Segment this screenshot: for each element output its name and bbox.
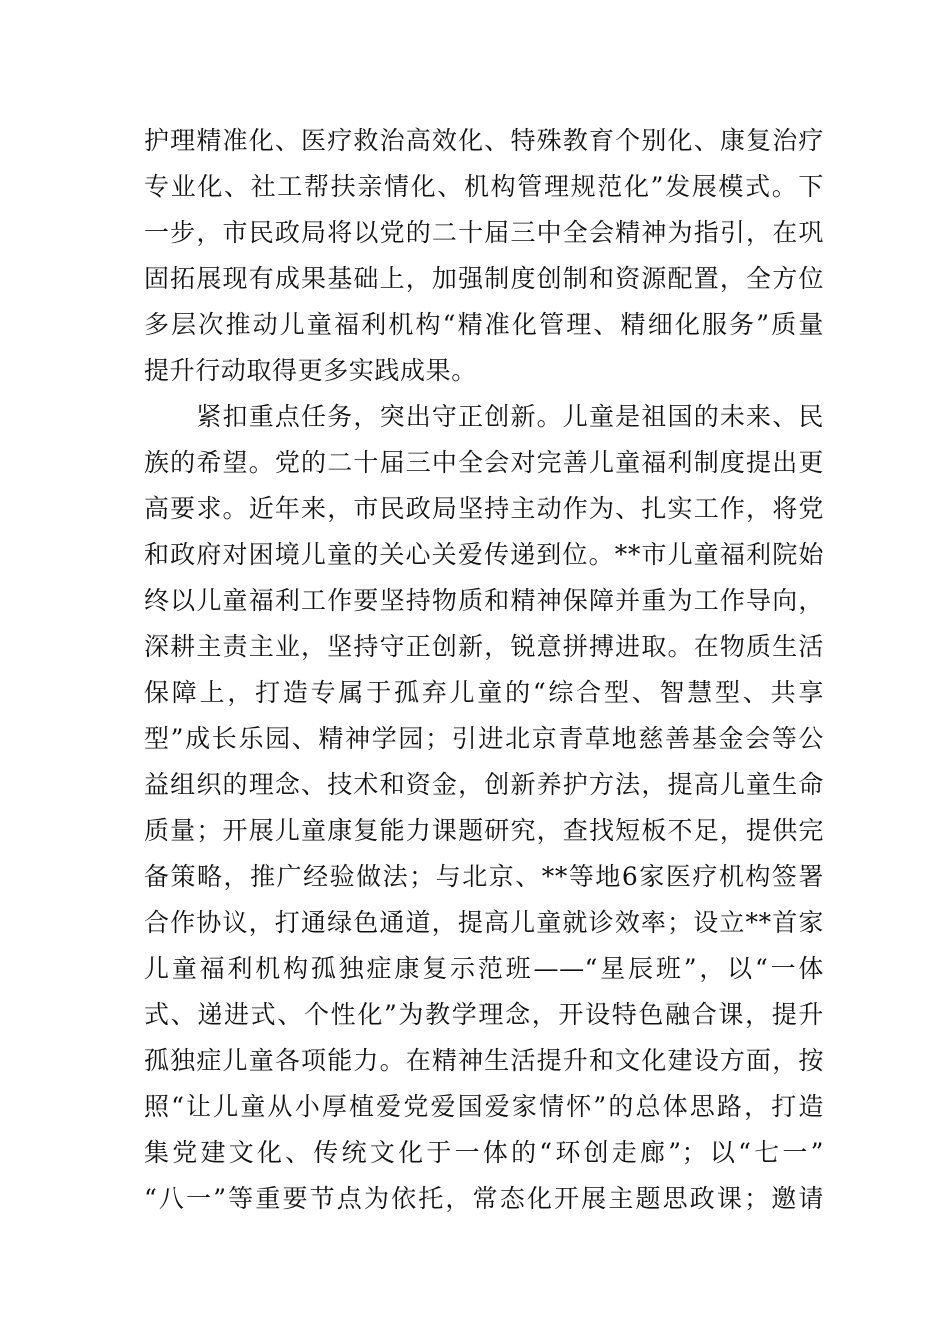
paragraph-line: 多层次推动儿童福利机构“精准化管理、精细化服务”质量 (144, 310, 824, 339)
paragraph-line: 式、递进式、个性化”为教学理念，开设特色融合课，提升 (144, 1000, 824, 1029)
paragraph-1 (144, 118, 824, 394)
paragraph-2 (144, 394, 824, 1222)
paragraph-line: 照“让儿童从小厚植爱党爱国爱家情怀”的总体思路，打造 (144, 1092, 824, 1121)
paragraph-line: 深耕主责主业，坚持守正创新，锐意拼搏进取。在物质生活 (144, 632, 824, 661)
paragraph-line: 和政府对困境儿童的关心关爱传递到位。**市儿童福利院始 (144, 540, 824, 569)
paragraph-line: 儿童福利机构孤独症康复示范班——“星辰班”，以“一体 (144, 954, 824, 983)
paragraph-line: 族的希望。党的二十届三中全会对完善儿童福利制度提出更 (144, 448, 824, 477)
paragraph-line: 备策略，推广经验做法；与北京、**等地6家医疗机构签署 (144, 862, 824, 891)
paragraph-line: “八一”等重要节点为依托，常态化开展主题思政课；邀请 (144, 1184, 824, 1213)
paragraph-line: 益组织的理念、技术和资金，创新养护方法，提高儿童生命 (144, 770, 824, 799)
paragraph-line: 保障上，打造专属于孤弃儿童的“综合型、智慧型、共享 (144, 678, 824, 707)
paragraph-line: 提升行动取得更多实践成果。 (144, 356, 477, 385)
paragraph-line: 孤独症儿童各项能力。在精神生活提升和文化建设方面，按 (144, 1046, 824, 1075)
paragraph-line: 高要求。近年来，市民政局坚持主动作为、扎实工作，将党 (144, 494, 824, 523)
paragraph-line: 一步，市民政局将以党的二十届三中全会精神为指引，在巩 (144, 218, 824, 247)
paragraph-line: 终以儿童福利工作要坚持物质和精神保障并重为工作导向， (144, 586, 824, 615)
paragraph-line: 专业化、社工帮扶亲情化、机构管理规范化”发展模式。下 (144, 172, 824, 201)
paragraph-line: 型”成长乐园、精神学园；引进北京青草地慈善基金会等公 (144, 724, 824, 753)
paragraph-line: 集党建文化、传统文化于一体的“环创走廊”；以“七一” (144, 1138, 824, 1167)
document-body (144, 118, 824, 1222)
paragraph-line: 质量；开展儿童康复能力课题研究，查找短板不足，提供完 (144, 816, 824, 845)
paragraph-line: 紧扣重点任务，突出守正创新。儿童是祖国的未来、民 (144, 402, 824, 431)
paragraph-line: 固拓展现有成果基础上，加强制度创制和资源配置，全方位 (144, 264, 824, 293)
paragraph-line: 合作协议，打通绿色通道，提高儿童就诊效率；设立**首家 (144, 908, 824, 937)
paragraph-line: 护理精准化、医疗救治高效化、特殊教育个别化、康复治疗 (144, 126, 824, 155)
